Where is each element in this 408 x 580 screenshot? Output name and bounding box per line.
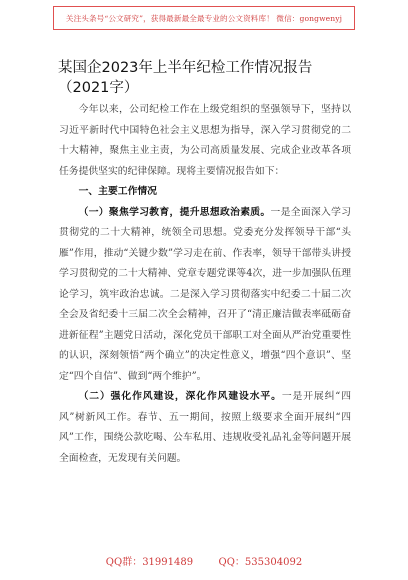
paragraph-1-heading: （一）聚焦学习教育，提升思想政治素质。 (78, 206, 271, 218)
paragraph-2 (59, 387, 351, 469)
section-heading: 一、主要工作情况 (78, 186, 157, 197)
intro-paragraph: 今年以来，公司纪检工作在上级党组织的坚强领导下，坚持以习近平新时代中国特色社会主义思想为指导，深入学习贯彻党的二十大精神，聚焦主业主责，为公司高质量发展、完成企业改革各项任务提供坚实的纪律保障。现将主要情况报告如下： (59, 104, 351, 177)
document-title: 某国企2023年上半年纪检工作情况报告（2021字） (58, 60, 313, 96)
promo-banner-text: 关注头条号“公文研究”，获得最新最全最专业的公文资料库！ 微信：gongwenyj (65, 13, 343, 23)
paragraph-1-text: 一是全面深入学习贯彻党的二十大精神，统领全司思想。党委充分发挥领导干部“头雁”作用，推动“关键少数”学习走在前、作表率，领导干部带头讲授学习贯彻党的二十大精神、党章专题党课等4次，进一步加强队伍理论学习，筑牢政治忠诚。二是深入学习贯彻落实中纪委二十届二次全会及省纪委十三届二次全会精神，召开了“清正廉洁做表率砥砺奋进新征程”主题党日活动，深化党员干部职工对全面从严治党重要性的认识，深刻领悟“两个确立”的决定性意义，增强“四个意识”、坚定“四个自信”、做到“两个维护”。 (59, 206, 352, 382)
document-body (59, 100, 351, 469)
paragraph-1 (59, 203, 351, 388)
promo-banner (53, 6, 355, 30)
paragraph-2-text: 一是开展纠“四风”树新风工作。春节、五一期间，按照上级要求全面开展纠“四风”工作，围绕公款吃喝、公车私用、违规收受礼品礼金等问题开展全面检查，无发现有关问题。 (59, 391, 351, 464)
paragraph-2-heading: （二）强化作风建设，深化作风建设水平。 (78, 391, 282, 402)
footer-contact: QQ群：31991489 QQ：535304092 (105, 557, 303, 568)
